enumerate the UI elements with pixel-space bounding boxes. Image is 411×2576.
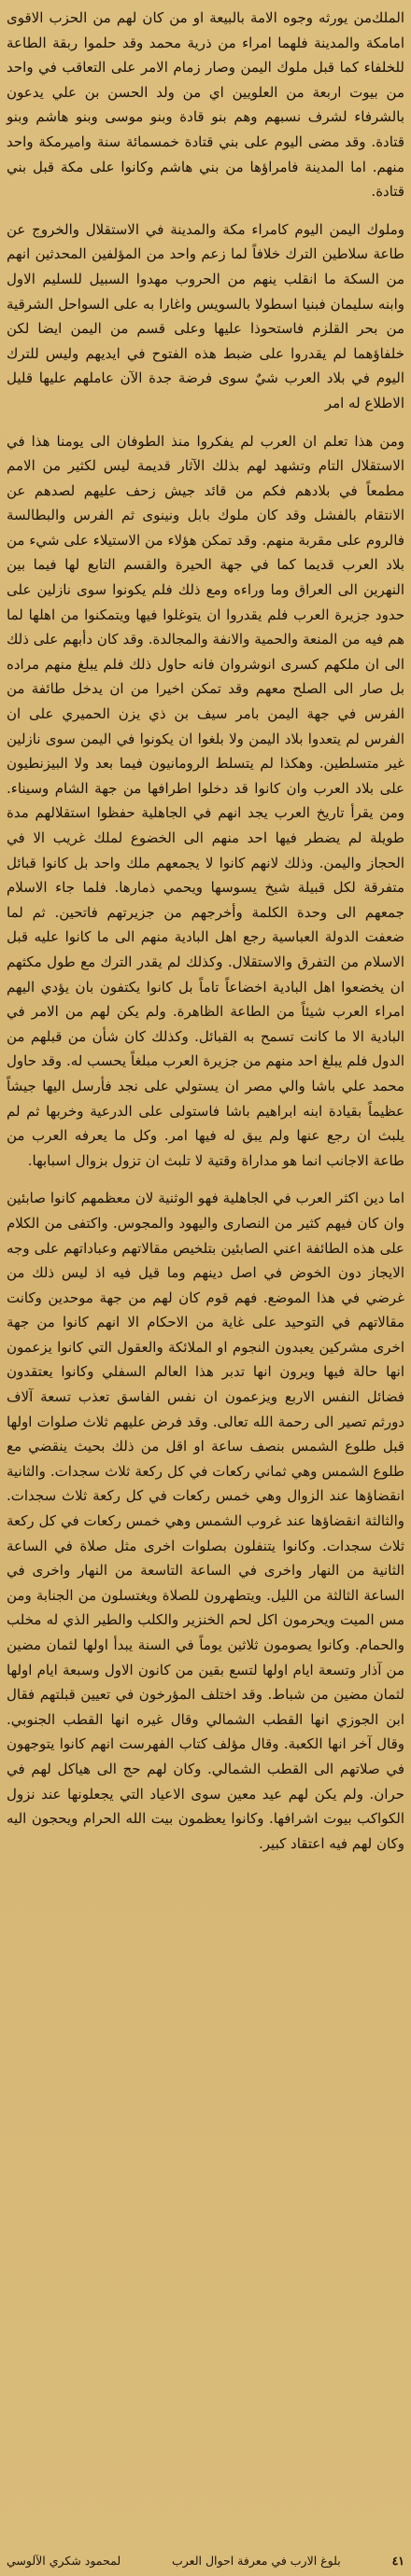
page-number: ٤١ (391, 2554, 404, 2568)
paragraph-4: اما دين اكثر العرب في الجاهلية فهو الوثنية لان معظمهم كانوا صابئين وان كان فيهم كثير من النصارى واليهود والمجوس. واكتفى من الكلام على هذه الطائفة اعني الصابئين بتلخيص مقالاتهم وعباداتهم على وجه الايجاز دون الخوض في اصل دينهم وما قيل فيه اذ ليس ذلك من غرضي في هذا الموضع. فهم قوم كان لهم من جهة موحدين وكانت مقالاتهم في التوحيد على غاية من الاحكام الا انهم كانوا من جهة اخرى مشركين يعبدون النجوم او الملائكة والعقول التي كانوا يزعمون انها حالة فيها ويرون انها تدبر هذا العالم السفلي وكانوا يعتقدون فضائل النفس الاربع ويزعمون ان نفس الفاسق تعذب تسعة آلاف دورثم تصير الى رحمة الله تعالى. وقد فرض عليهم ثلاث صلوات اولها قبل طلوع الشمس بنصف ساعة او اقل من ذلك بحيث ينقضي مع طلوع الشمس وهي ثماني ركعات في كل ركعة ثلاث سجدات. والثانية انقضاؤها عند الزوال وهي خمس ركعات في كل ركعة ثلاث سجدات. والثالثة انقضاؤها عند غروب الشمس وهي خمس ركعات في كل ركعة ثلاث سجدات. وكانوا يتنفلون بصلوات اخرى مثل صلاة في الساعة الثانية من النهار واخرى في الساعة التاسعة من النهار واخرى في الساعة الثالثة من الليل. ويتطهرون للصلاة ويغتسلون من الجنابة ومن مس الميت ويحرمون اكل لحم الخنزير والكلب والطير الذي له مخلب والحمام. وكانوا يصومون ثلاثين يوماً في السنة يبدأ اولها لثمان مضين من آذار وتسعة ايام اولها لتسع بقين من كانون الاول وسبعة ايام اولها لثمان مضين من شباط. وقد اختلف المؤرخون في تعيين قبلتهم فقال ابن الجوزي انها القطب الشمالي وقال غيره انها القطب الجنوبي. وقال آخر انها الكعبة. وقال مؤلف كتاب الفهرست انهم كانوا يتوجهون في صلاتهم الى القطب الشمالي. وكان لهم حج الى هياكل لهم في حران. ولم يكن لهم عيد معين سوى الاعياد التي يجعلونها عند نزول الكواكب بيوت اشرافها. وكانوا يعظمون بيت الله الحرام ويحجون اليه وكان لهم فيه اعتقاد كبير. (7, 1190, 404, 1852)
footer-author: لمحمود شكري الآلوسي (7, 2554, 121, 2568)
paragraph-3: ومن هذا تعلم ان العرب لم يفكروا منذ الطوفان الى يومنا هذا في الاستقلال التام وتشهد لهم بذلك الآثار قديمة ليس لكثير من الامم مطمعاً في بلادهم فكم من قائد جيش زحف عليهم لصدهم عن الانتقام بالفشل وقد كان ملوك بابل ونينوى ثم الفرس والبطالسة فالروم على مقربة منهم. وقد تمكن هؤلاء من الاستيلاء على شيء من بلاد العرب قديما كما في جهة الحيرة والقسم التابع لها فيما بين النهرين الى العراق وما وراءه ومع ذلك فلم يكونوا سوى نازلين على حدود جزيرة العرب فلم يقدروا ان يتوغلوا فيها ويتمكنوا من اهلها لما هم فيه من المنعة والحمية والانفة والمجالدة. وقد كان دأبهم على ذلك الى ان ملكهم كسرى انوشروان فانه حاول ذلك فلم يبلغ منهم مراده بل صار الى الصلح معهم وقد تمكن اخيرا من ان يدخل طائفة من الفرس في جهة اليمن بامر سيف بن ذي يزن الحميري على ان الفرس لم يتعدوا بلاد اليمن ولا بلغوا ان يكونوا في اليمن سوى نازلين غير متسلطين. وهكذا لم يتسلط الرومانيون فيما بعد ولا البيزنطيون على بلاد العرب وان كانوا قد دخلوا اطرافها من جهة الشام وسيناء. ومن يقرأ تاريخ العرب يجد انهم في الجاهلية حفظوا استقلالهم مدة طويلة لم يضطر فيها احد منهم الى الخضوع لملك غريب الا في الحجاز واليمن. وذلك لانهم كانوا لا يجمعهم ملك واحد بل كانوا قبائل متفرقة لكل قبيلة شيخ يسوسها ويحمي ذمارها. فلما جاء الاسلام جمعهم الى وحدة الكلمة وأخرجهم من جزيرتهم فاتحين. ثم لما ضعفت الدولة العباسية رجع اهل البادية منهم الى ما كانوا عليه قبل الاسلام من التفرق والاستقلال. وكذلك لم يقدر الترك مع طول مكثهم ان يخضعوا اهل البادية اخضاعاً تاماً بل كانوا يكتفون بان يؤدي اليهم امراء العرب شيئاً من الطاعة الظاهرة. ولم يكن لهم من الامر في البادية الا ما كانت تسمح به القبائل. وكذلك كان شأن من قبلهم من الدول فلم يبلغ احد منهم من جزيرة العرب مبلغاً يحسب له. وقد حاول محمد علي باشا والي مصر ان يستولي على نجد فأرسل اليها جيشاً عظيماً بقيادة ابنه ابراهيم باشا فاستولى على الدرعية وخربها ثم لم يلبث ان رجع عنها ولم يبق له فيها امر. وكل ما يعرفه العرب من طاعة الاجانب انما هو مداراة وقتية لا تلبث ان تزول بزوال اسبابها. (7, 432, 404, 1169)
paragraph-2: وملوك اليمن اليوم كامراء مكة والمدينة في الاستقلال والخروج عن طاعة سلاطين الترك خلافاً لما زعم واحد من المؤلفين المحدثين انهم من السكة ما انقلب ينهم من الحروب مهدوا السبيل للسليم الاول وابنه سليمان فبنيا اسطولا بالسويس واغارا به على السواحل الشرقية من بحر القلزم فاستحوذا عليها وعلى قسم من اليمن ايضا لكن خلفاؤهما لم يقدروا على ضبط هذه الفتوح في ايديهم وليس للترك اليوم في بلاد العرب شيٌ سوى فرضة جدة الآن عاملهم عليها قليل الاطلاع له امر (7, 220, 405, 411)
paragraph-1: الملك‌من يورثه وجوه الامة بالبيعة او من كان لهم من الحزب الاقوى امامكة والمدينة فلهما امراء من ذرية محمد وقد حلموا ربقة الطاعة للخلفاء كما قبل ملوك اليمن وصار زمام الامر على التعاقب في واحد من بيوت اربعة من العلويين اي من ولد الحسن بن علي يدعون بالشرفاء لشرف نسبهم وهم بنو قادة وبنو موسى وبنو هاشم وبنو قتادة. وقد مضى اليوم على بني قتادة خمسمائة سنة واميرمكة واحد منهم. اما المدينة فامراؤها من بني هاشم وكانوا على مكة قبل بني قتادة. (7, 9, 404, 201)
page-footer (7, 2554, 404, 2569)
footer-title: بلوغ الارب في معرفة احوال العرب (172, 2554, 341, 2568)
